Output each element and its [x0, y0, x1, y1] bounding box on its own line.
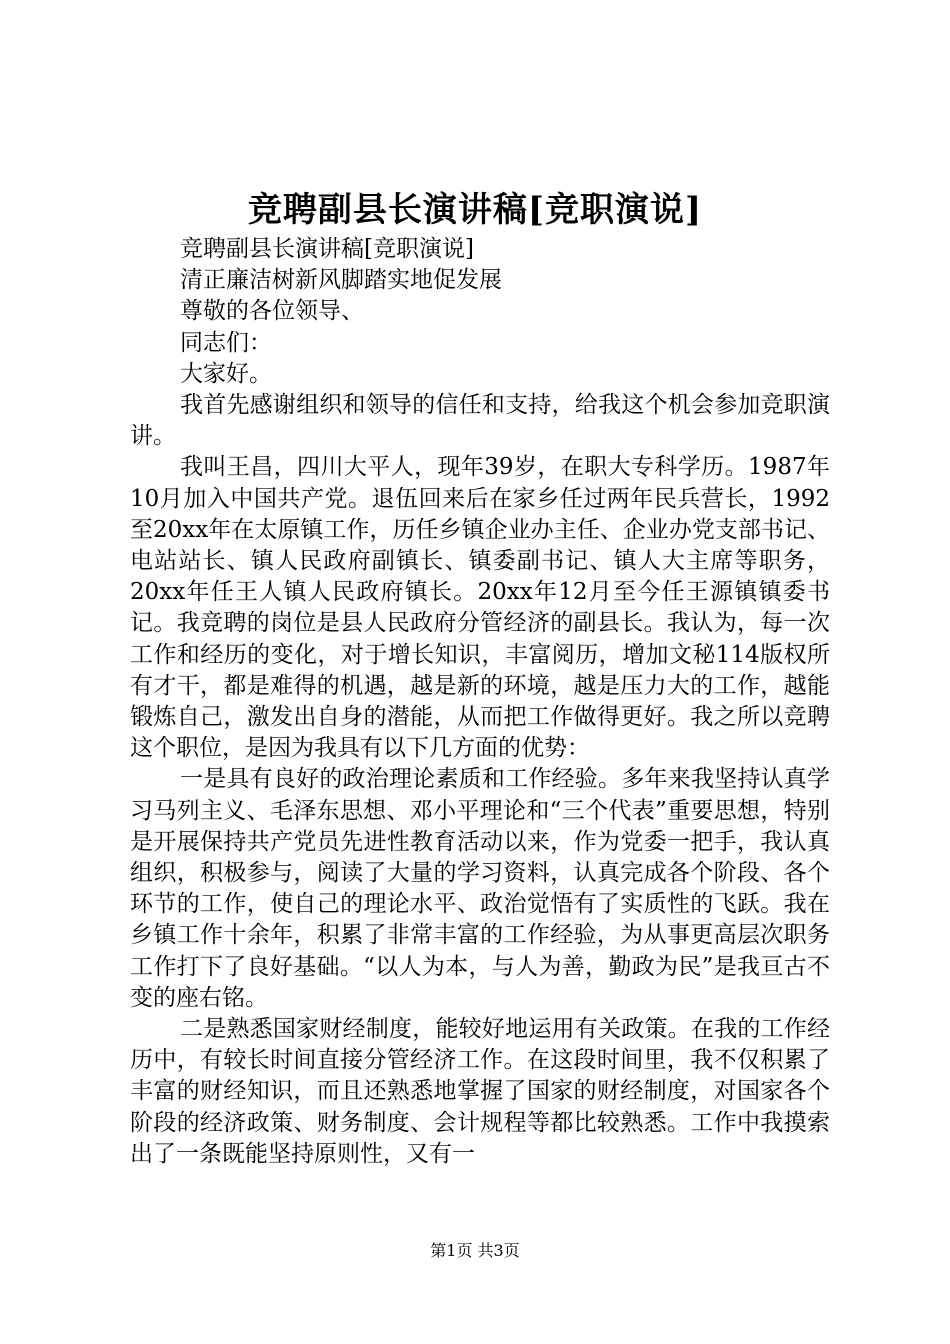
paragraph-thanks: 我首先感谢组织和领导的信任和支持，给我这个机会参加竞职演讲。 — [130, 392, 830, 450]
paragraph-salutation-comrades: 同志们： — [180, 329, 272, 356]
paragraph-advantage-two: 二是熟悉国家财经制度，能较好地运用有关政策。在我的工作经历中，有较长时间直接分管经济工作。在这段时间里，我不仅积累了丰富的财经知识，而且还熟悉地掌握了国家的财经制度，对国家各个阶段的经济政策、财务制度、会计规程等都比较熟悉。工作中我摸索出了一条既能坚持原则性，又有一 — [130, 1016, 830, 1167]
paragraph-salutation-leaders: 尊敬的各位领导、 — [180, 298, 364, 325]
paragraph-slogan: 清正廉洁树新风脚踏实地促发展 — [180, 267, 502, 294]
page-footer: 第1页 共3页 — [430, 1241, 520, 1260]
paragraph-subtitle-repeat: 竞聘副县长演讲稿[竞职演说] — [180, 236, 474, 262]
paragraph-advantage-one: 一是具有良好的政治理论素质和工作经验。多年来我坚持认真学习马列主义、毛泽东思想、邓小平理论和“三个代表”重要思想，特别是开展保持共产党员先进性教育活动以来，作为党委一把手，我认真组织，积极参与，阅读了大量的学习资料，认真完成各个阶段、各个环节的工作，使自己的理论水平、政治觉悟有了实质性的飞跃。我在乡镇工作十余年，积累了非常丰富的工作经验，为从事更高层次职务工作打下了良好基础。“以人为本，与人为善，勤政为民”是我亘古不变的座右铭。 — [130, 766, 830, 1011]
paragraph-introduction: 我叫王昌，四川大平人，现年39岁，在职大专科学历。1987年10月加入中国共产党。退伍回来后在家乡任过两年民兵营长，1992至20xx年在太原镇工作，历任乡镇企业办主任、企业办党支部书记、电站站长、镇人民政府副镇长、镇委副书记、镇人大主席等职务，20xx年任王人镇人民政府镇长。20xx年12月至今任王源镇镇委书记。我竞聘的岗位是县人民政府分管经济的副县长。我认为，每一次工作和经历的变化，对于增长知识，丰富阅历，增加文秘114版权所有才干，都是难得的机遇，越是新的环境，越是压力大的工作，越能锻炼自己，激发出自身的潜能，从而把工作做得更好。我之所以竞聘这个职位，是因为我具有以下几方面的优势： — [130, 454, 830, 762]
document-title: 竞聘副县长演讲稿[竞职演说] — [247, 190, 703, 230]
document-body — [130, 234, 830, 1170]
paragraph-greeting: 大家好。 — [180, 360, 272, 387]
